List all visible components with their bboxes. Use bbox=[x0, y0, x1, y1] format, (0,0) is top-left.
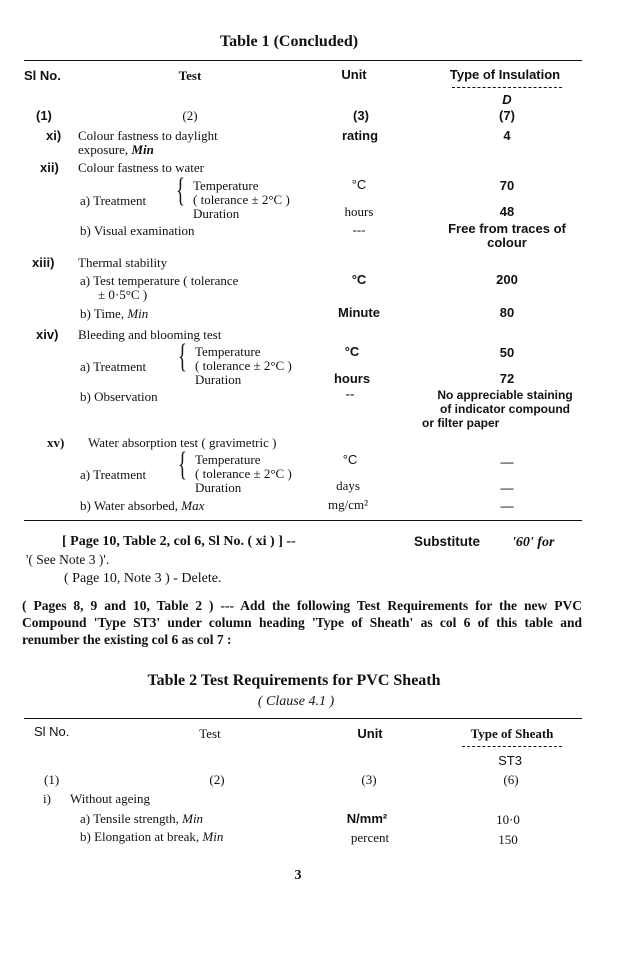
row-xiv-b-unit: -- bbox=[345, 386, 355, 401]
amendment-1-value: '60' for bbox=[512, 535, 555, 550]
row-xii-a-label: a) Treatment bbox=[80, 193, 147, 208]
table2-row-i-b-label bbox=[80, 829, 223, 845]
table2-header-type: Type of Sheath bbox=[470, 726, 554, 741]
row-xiv-a-label: a) Treatment bbox=[80, 359, 147, 374]
table1-colnum-sl: (1) bbox=[36, 108, 52, 123]
table2-title: Table 2 Test Requirements for PVC Sheath bbox=[147, 672, 441, 689]
row-xii-dur-value: 48 bbox=[499, 204, 515, 219]
row-xi-test-line2 bbox=[78, 142, 154, 158]
row-xiv-temp-value: 50 bbox=[499, 345, 515, 360]
row-xi-value: 4 bbox=[503, 128, 511, 143]
row-xv-brace: { bbox=[178, 446, 187, 483]
amendment-1-action: Substitute bbox=[414, 534, 480, 549]
row-xiii-b-label bbox=[80, 306, 148, 322]
table2-header-unit: Unit bbox=[357, 726, 383, 741]
table2-row-i-b-text: b) Elongation at break, bbox=[80, 829, 200, 844]
table1-header-unit: Unit bbox=[341, 67, 367, 82]
row-xiv-b-value-line2: of indicator compound bbox=[440, 402, 570, 416]
table1-header-type-sub: D bbox=[502, 92, 512, 107]
row-xv-b-label bbox=[80, 498, 204, 514]
row-xiv-dur-unit: hours bbox=[333, 371, 371, 386]
row-xiv-tolerance: ( tolerance ± 2°C ) bbox=[195, 358, 292, 373]
page-number: 3 bbox=[294, 868, 302, 883]
table1-top-rule bbox=[24, 60, 582, 61]
table2-row-i-sl: i) bbox=[43, 791, 51, 806]
row-xiv-temperature: Temperature bbox=[195, 344, 261, 359]
table2-row-i-a-label bbox=[80, 811, 203, 827]
table1-header-sl: Sl No. bbox=[24, 68, 61, 83]
table2-row-i-a-min: Min bbox=[182, 811, 204, 826]
row-xii-b-value-line1: Free from traces of bbox=[448, 221, 566, 236]
table2-top-rule bbox=[24, 718, 582, 719]
row-xii-b-unit: --- bbox=[352, 222, 366, 237]
row-xi-sl: xi) bbox=[46, 128, 62, 143]
row-xv-b-text: b) Water absorbed, bbox=[80, 498, 178, 513]
table1-header-type-bracket bbox=[452, 87, 562, 88]
row-xii-brace: { bbox=[176, 172, 185, 209]
table2-row-i-b-min: Min bbox=[202, 829, 224, 844]
row-xii-b-label: b) Visual examination bbox=[80, 223, 195, 238]
row-xiii-sl: xiii) bbox=[32, 255, 55, 270]
amendment-1-cont: '( See Note 3 )'. bbox=[26, 552, 110, 567]
row-xiv-b-label: b) Observation bbox=[80, 389, 158, 404]
row-xv-temperature: Temperature bbox=[195, 452, 261, 467]
row-xiii-b-value: 80 bbox=[499, 305, 515, 320]
row-xv-dur-value: — bbox=[500, 480, 514, 495]
row-xiii-a-line2: ± 0·5°C ) bbox=[98, 287, 148, 302]
row-xiii-a-value: 200 bbox=[496, 272, 518, 287]
row-xiv-sl: xiv) bbox=[36, 327, 59, 342]
row-xii-tolerance: ( tolerance ± 2°C ) bbox=[193, 192, 290, 207]
row-xii-sl: xii) bbox=[40, 160, 59, 175]
row-xiv-duration: Duration bbox=[195, 372, 242, 387]
table2-colnum-unit: (3) bbox=[361, 772, 377, 787]
amendment-3: ( Pages 8, 9 and 10, Table 2 ) --- Add the following Test Requirements for the new PVC Compound 'Type ST3' under column heading 'Type of Sheath' as col 6 of this table and renumber the existing col 6 as col 7 : bbox=[22, 598, 582, 647]
table1-bottom-rule bbox=[24, 520, 582, 521]
row-xiv-b-value-line1: No appreciable staining bbox=[437, 388, 573, 402]
row-xiii-test: Thermal stability bbox=[78, 255, 168, 270]
table2-colnum-test: (2) bbox=[209, 772, 225, 787]
row-xv-test: Water absorption test ( gravimetric ) bbox=[88, 435, 277, 450]
row-xiii-b-min: Min bbox=[127, 306, 149, 321]
row-xii-temp-value: 70 bbox=[499, 178, 515, 193]
table2-clause: ( Clause 4.1 ) bbox=[257, 694, 335, 709]
row-xiv-test: Bleeding and blooming test bbox=[78, 327, 222, 342]
table1-colnum-test: (2) bbox=[182, 108, 198, 123]
table2-header-sl: Sl No. bbox=[34, 724, 70, 739]
row-xii-temperature: Temperature bbox=[193, 178, 259, 193]
row-xv-b-unit: mg/cm² bbox=[327, 497, 369, 512]
row-xiii-a-unit: °C bbox=[351, 272, 367, 287]
row-xv-sl: xv) bbox=[47, 435, 65, 450]
table2-row-i-a-value: 10·0 bbox=[496, 812, 520, 827]
table2-header-test: Test bbox=[199, 726, 221, 741]
table2-colnum-type: (6) bbox=[503, 772, 519, 787]
table1-colnum-type: (7) bbox=[499, 108, 515, 123]
row-xi-unit: rating bbox=[341, 128, 379, 143]
table2-row-i-b-unit: percent bbox=[350, 830, 390, 845]
row-xiv-brace: { bbox=[178, 338, 187, 375]
table1-header-test: Test bbox=[178, 68, 202, 83]
row-xv-a-label: a) Treatment bbox=[80, 467, 147, 482]
table2-row-i-a-text: a) Tensile strength, bbox=[80, 811, 179, 826]
row-xii-b-value-line2: colour bbox=[487, 235, 527, 250]
amendment-2: ( Page 10, Note 3 ) - Delete. bbox=[64, 571, 222, 586]
row-xi-test-line2-text: exposure, bbox=[78, 142, 129, 157]
row-xii-temp-unit: °C bbox=[351, 177, 367, 192]
row-xiv-temp-unit: °C bbox=[344, 344, 360, 359]
row-xiv-b-value-line3: or filter paper bbox=[422, 416, 500, 430]
table2-row-i-test: Without ageing bbox=[70, 791, 150, 806]
row-xv-temp-value: — bbox=[500, 454, 514, 469]
table2-colnum-sl: (1) bbox=[44, 772, 60, 787]
amendment-1-ref: [ Page 10, Table 2, col 6, Sl No. ( xi ) ] -- bbox=[62, 534, 296, 549]
row-xiii-a-line1: a) Test temperature ( tolerance bbox=[80, 273, 239, 288]
row-xiv-dur-value: 72 bbox=[499, 371, 515, 386]
row-xii-dur-unit: hours bbox=[344, 204, 374, 219]
row-xi-test-line1: Colour fastness to daylight bbox=[78, 128, 218, 143]
table1-colnum-unit: (3) bbox=[353, 108, 369, 123]
row-xv-temp-unit: °C bbox=[342, 452, 358, 467]
row-xii-duration: Duration bbox=[193, 206, 240, 221]
table2-header-type-sub: ST3 bbox=[498, 753, 522, 768]
row-xi-test-min: Min bbox=[131, 142, 154, 157]
row-xiii-b-unit: Minute bbox=[338, 305, 380, 320]
row-xii-test: Colour fastness to water bbox=[78, 160, 205, 175]
row-xv-dur-unit: days bbox=[336, 478, 360, 493]
row-xiii-b-text: b) Time, bbox=[80, 306, 125, 321]
row-xv-tolerance: ( tolerance ± 2°C ) bbox=[195, 466, 292, 481]
table1-title: Table 1 (Concluded) bbox=[219, 33, 359, 50]
row-xv-b-value: — bbox=[500, 498, 514, 513]
row-xv-b-max: Max bbox=[181, 498, 205, 513]
table2-row-i-a-unit: N/mm² bbox=[346, 811, 388, 826]
row-xv-duration: Duration bbox=[195, 480, 242, 495]
table1-header-type: Type of Insulation bbox=[449, 67, 561, 82]
table2-row-i-b-value: 150 bbox=[498, 832, 518, 847]
table2-header-type-bracket bbox=[462, 746, 562, 747]
